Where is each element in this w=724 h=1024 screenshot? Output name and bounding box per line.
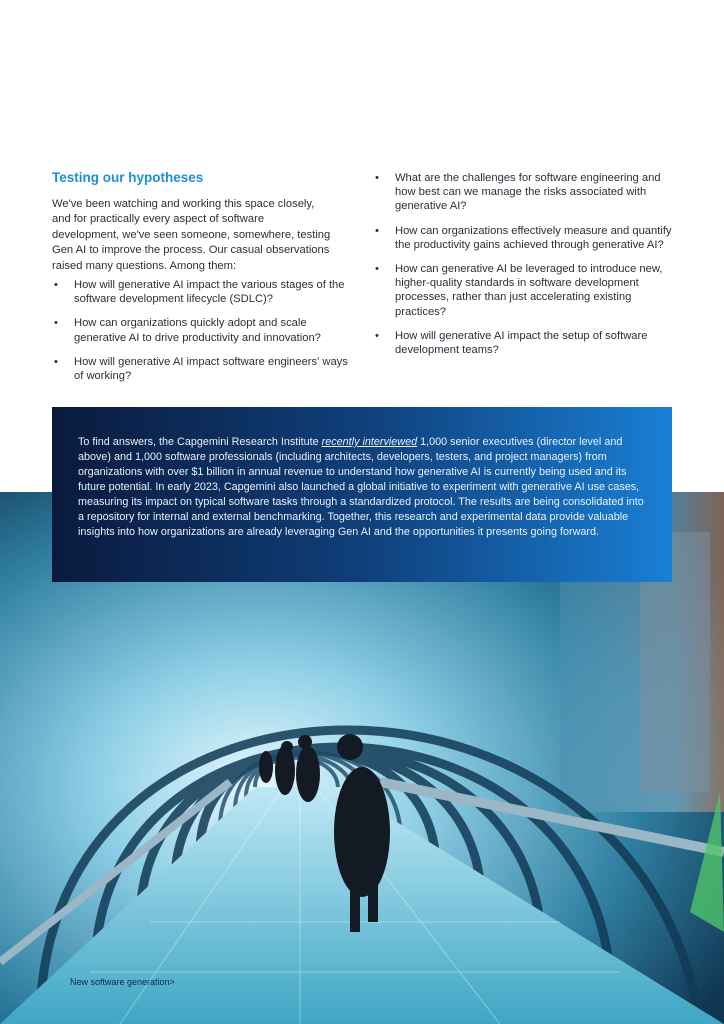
list-item <box>373 171 673 214</box>
callout-box <box>52 407 672 582</box>
callout-text <box>78 435 648 540</box>
right-question-list <box>373 171 673 367</box>
bullet-icon: • <box>375 263 379 276</box>
callout-text-start: To find answers, the Capgemini Research Institute <box>78 436 322 448</box>
recently-interviewed-link[interactable]: recently interviewed <box>321 436 418 448</box>
question-text: How can generative AI be leveraged to introduce new, higher-quality standards in software development processes, rather than just accelerating existing practices? <box>395 263 663 318</box>
list-item <box>52 278 352 306</box>
question-text: How can organizations effectively measure and quantify the productivity gains achieved through generative AI? <box>395 224 672 251</box>
bullet-icon: • <box>375 172 379 184</box>
bullet-icon: • <box>54 355 58 368</box>
intro-paragraph: We've been watching and working this space closely, and for practically every aspect of software development, we've seen someone, somewhere, testing Gen AI to improve the process. Our casual observations raised many questions. Among them: <box>52 198 331 272</box>
bullet-icon: • <box>375 224 379 237</box>
page-footer: New software generation> <box>70 977 175 987</box>
bullet-icon: • <box>54 317 58 330</box>
list-item <box>52 316 352 344</box>
question-text: How can organizations quickly adopt and scale generative AI to drive productivity and innovation? <box>74 317 321 344</box>
bullet-icon: • <box>54 279 58 291</box>
bullet-icon: • <box>375 329 379 342</box>
question-text: How will generative AI impact the various stages of the software development lifecycle (SDLC)? <box>74 279 345 306</box>
list-item <box>52 355 352 383</box>
question-text: What are the challenges for software engineering and how best can we manage the risks associated with generative AI? <box>395 172 661 213</box>
question-text: How will generative AI impact the setup of software development teams? <box>395 329 648 357</box>
question-text: How will generative AI impact software engineers' ways of working? <box>74 355 348 383</box>
list-item <box>373 262 673 319</box>
list-item <box>373 224 673 252</box>
section-heading: Testing our hypotheses <box>52 170 204 185</box>
list-item <box>373 329 673 357</box>
left-question-list <box>52 278 352 393</box>
callout-text-end: 1,000 senior executives (director level and above) and 1,000 software professionals (including architects, developers, testers, and project managers) from organizations with over $1 billion in annual revenue to understand how generative AI is currently being used and its future potential. In early 2023, Capgemini also launched a global initiative to experiment with generative AI use cases, measuring its impact on typical software tasks through a standardized protocol. The results are being consolidated into a repository for internal and external benchmarking. Together, this research and experimental data provide valuable insights into how organizations are already leveraging Gen AI and the opportunities it presents going forward. <box>78 436 644 538</box>
